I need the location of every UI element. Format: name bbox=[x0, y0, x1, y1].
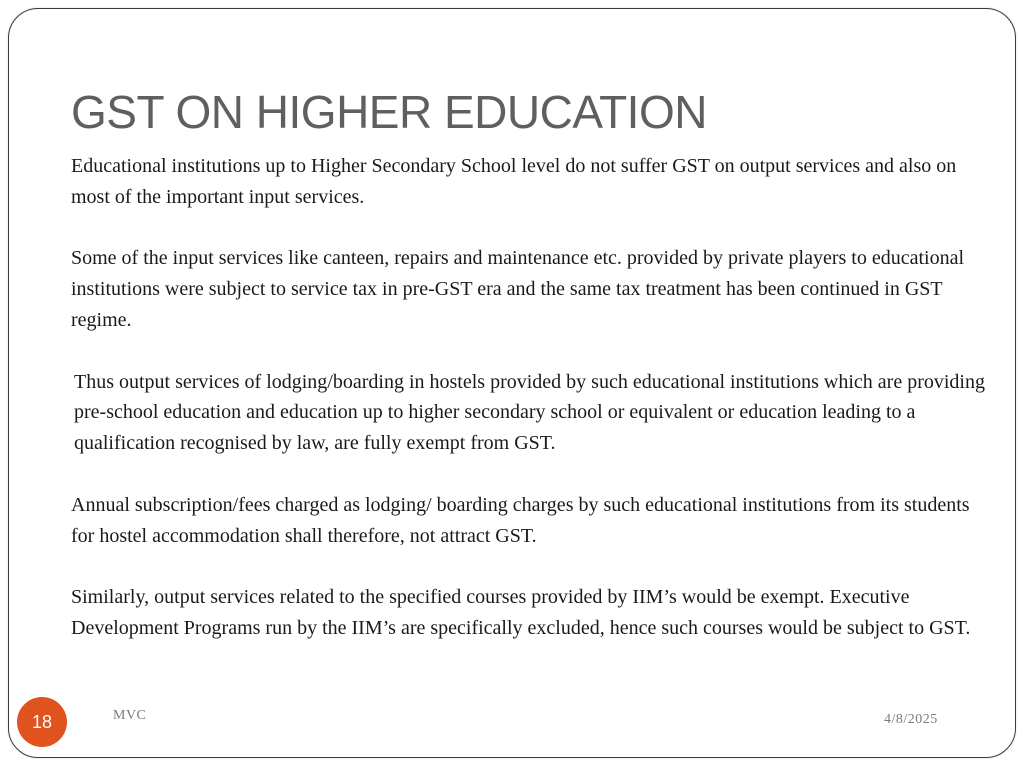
paragraph-1: Educational institutions up to Higher Secondary School level do not suffer GST on output services and also on most of the important input services. bbox=[71, 155, 957, 208]
slide-number-badge: 18 bbox=[17, 697, 67, 747]
paragraph-4: Annual subscription/fees charged as lodging/ boarding charges by such educational institutions from its students for hostel accommodation shall therefore, not attract GST. bbox=[71, 493, 970, 547]
paragraph-5: Similarly, output services related to the specified courses provided by IIM’s would be exempt. Executive Development Programs run by the IIM’s are specifically excluded, hence such courses would be subject to GST. bbox=[71, 586, 971, 639]
slide-title: GST ON HIGHER EDUCATION bbox=[71, 86, 707, 138]
paragraph-2: Some of the input services like canteen, repairs and maintenance etc. provided by private players to educational institutions were subject to service tax in pre-GST era and the same tax treatment has been continued in GST regime. bbox=[71, 247, 964, 331]
slide-frame bbox=[8, 8, 1016, 758]
paragraph-3: Thus output services of lodging/boarding in hostels provided by such educational institutions which are providing pre-school education and education up to higher secondary school or equivalent or education leading to a qualification recognised by law, are fully exempt from GST. bbox=[74, 370, 985, 455]
slide-body bbox=[71, 151, 991, 644]
footer-author: MVC bbox=[113, 708, 147, 723]
footer-date: 4/8/2025 bbox=[884, 712, 938, 727]
